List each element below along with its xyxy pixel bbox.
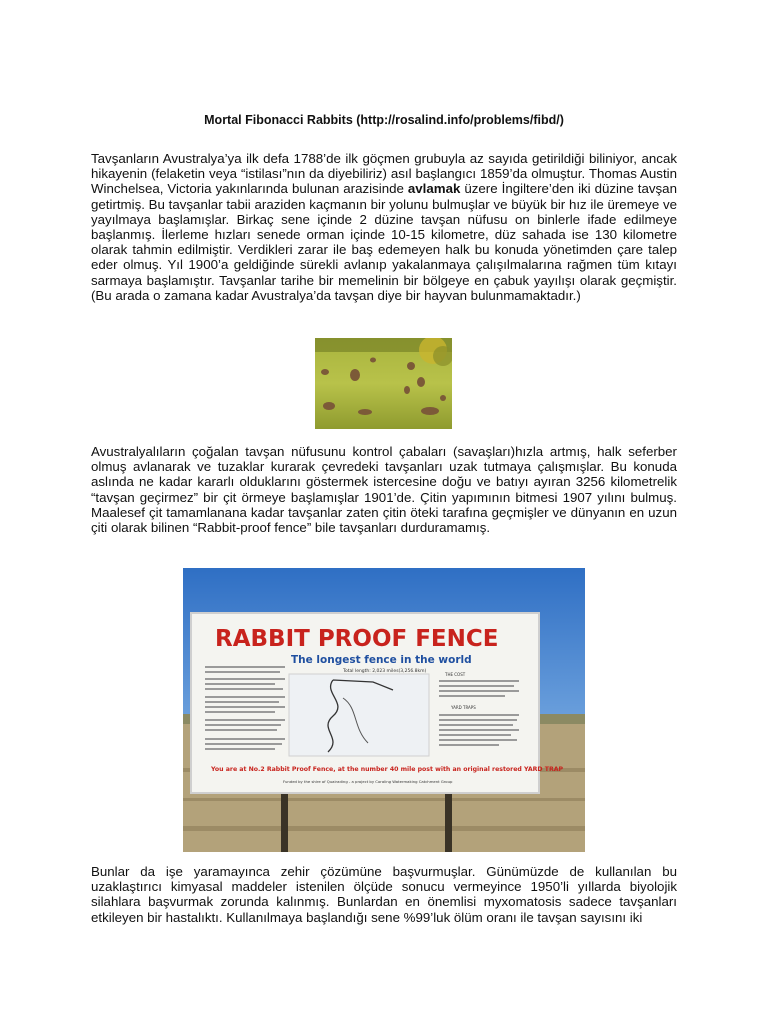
sign-you-are-at: You are at No.2 Rabbit Proof Fence, at the number 40 mile post with an original restored YARD TRAP (211, 766, 564, 773)
sign-the-cost: THE COST (445, 672, 466, 677)
rabbit-proof-fence-photo (183, 568, 585, 852)
rabbits-photo-graphic (315, 338, 452, 429)
sign-funded-by: Funded by the shire of Quairading - a project by Coraling Watermaking Catchment Group (283, 779, 453, 784)
paragraph-1 (91, 151, 677, 303)
paragraph-1-text-a: Tavşanların Avustralya’ya ilk defa 1788’de ilk göçmen grubuyla az sayıda getirildiği biliniyor, ancak hikayenin (felaketin veya “istilası”nın da diyebiliriz) asıl başlangıcı 1859’da olmuştur. Thomas Austin Winchelsea, Victoria yakınlarında bulunan arazisinde (91, 151, 677, 197)
document-title: Mortal Fibonacci Rabbits (http://rosalind.info/problems/fibd/) (204, 113, 564, 127)
paragraph-2: Avustralyalıların çoğalan tavşan nüfusunu kontrol çabaları (savaşları)hızla artmış, halk seferber olmuş avlanarak ve tuzaklar kurarak çevredeki tavşanları uzak tutmaya çalışmışlar. Bu konuda aslında ne kadar kararlı olduklarını göstermek istercesine doğu ve batıyı ayıran 3256 kilometrelik “tavşan geçirmez” bir çit örmeye başlamışlar 1901’de. Çitin yapımının bitmesi 1907 yılını bulmuş. Maalesef çit tamamlanana kadar tavşanlar zaten çitin öteki tarafına geçmişler ve dünyanın en uzun çiti olarak bilinen “Rabbit-proof fence” bile tavşanları durduramamış. (91, 444, 677, 536)
sign-total-length: Total length: 2,023 miles(3,256.8km) (343, 669, 427, 674)
paragraph-1-text-b: üzere İngiltere’den iki düzine tavşan getirtmiş. Bu tavşanlar tabii araziden kaçmanın bir yolunu bulmuşlar ve büyük bir hız ile üremeye ve yayılmaya başlamışlar. Birkaç sene içinde 2 düzine tavşan nüfusu on binlerle ifade edilmeye başlanmış. İlerleme hızları senede orman içinde 10-15 kilometre, düz sahada ise 130 kilometre olarak tahmin edilmiştir. Verdikleri zarar ile baş edemeyen halk bu konuda yönetimden çare talep eder olmuş. Yıl 1900’a geldiğinde sürekli avlanıp yakalanmaya çalışılmalarına rağmen tüm kıtayı sarmaya başlamıştır. Tavşanlar tarihe bir memelinin bir bölgeye en çabuk yayılışı olarak geçmiştir. (Bu arada o zamana kadar Avustralya’da tavşan diye bir hayvan bulunmamaktadır.) (91, 181, 677, 303)
paragraph-3: Bunlar da işe yaramayınca zehir çözümüne başvurmuşlar. Günümüzde de kullanılan bu uzaklaştırıcı kimyasal maddeler istenilen ölçüde sonucu vermeyince 1950’li yıllarda biyolojik silahlara başvurmak zorunda kalınmış. Bunlardan en önemlisi myxomatosis sadece tavşanları etkileyen bir hastalıktı. Kullanılmaya başlandığı sene %99’luk ölüm oranı ile tavşan sayısını iki (91, 864, 677, 925)
sign-heading: RABBIT PROOF FENCE (215, 626, 499, 652)
sign-yard-traps: YARD TRAPS (451, 705, 476, 710)
fence-sign-graphic (183, 568, 585, 852)
rabbits-photo (315, 338, 452, 429)
sign-subheading: The longest fence in the world (291, 654, 472, 666)
paragraph-1-bold-word: avlamak (407, 181, 461, 197)
